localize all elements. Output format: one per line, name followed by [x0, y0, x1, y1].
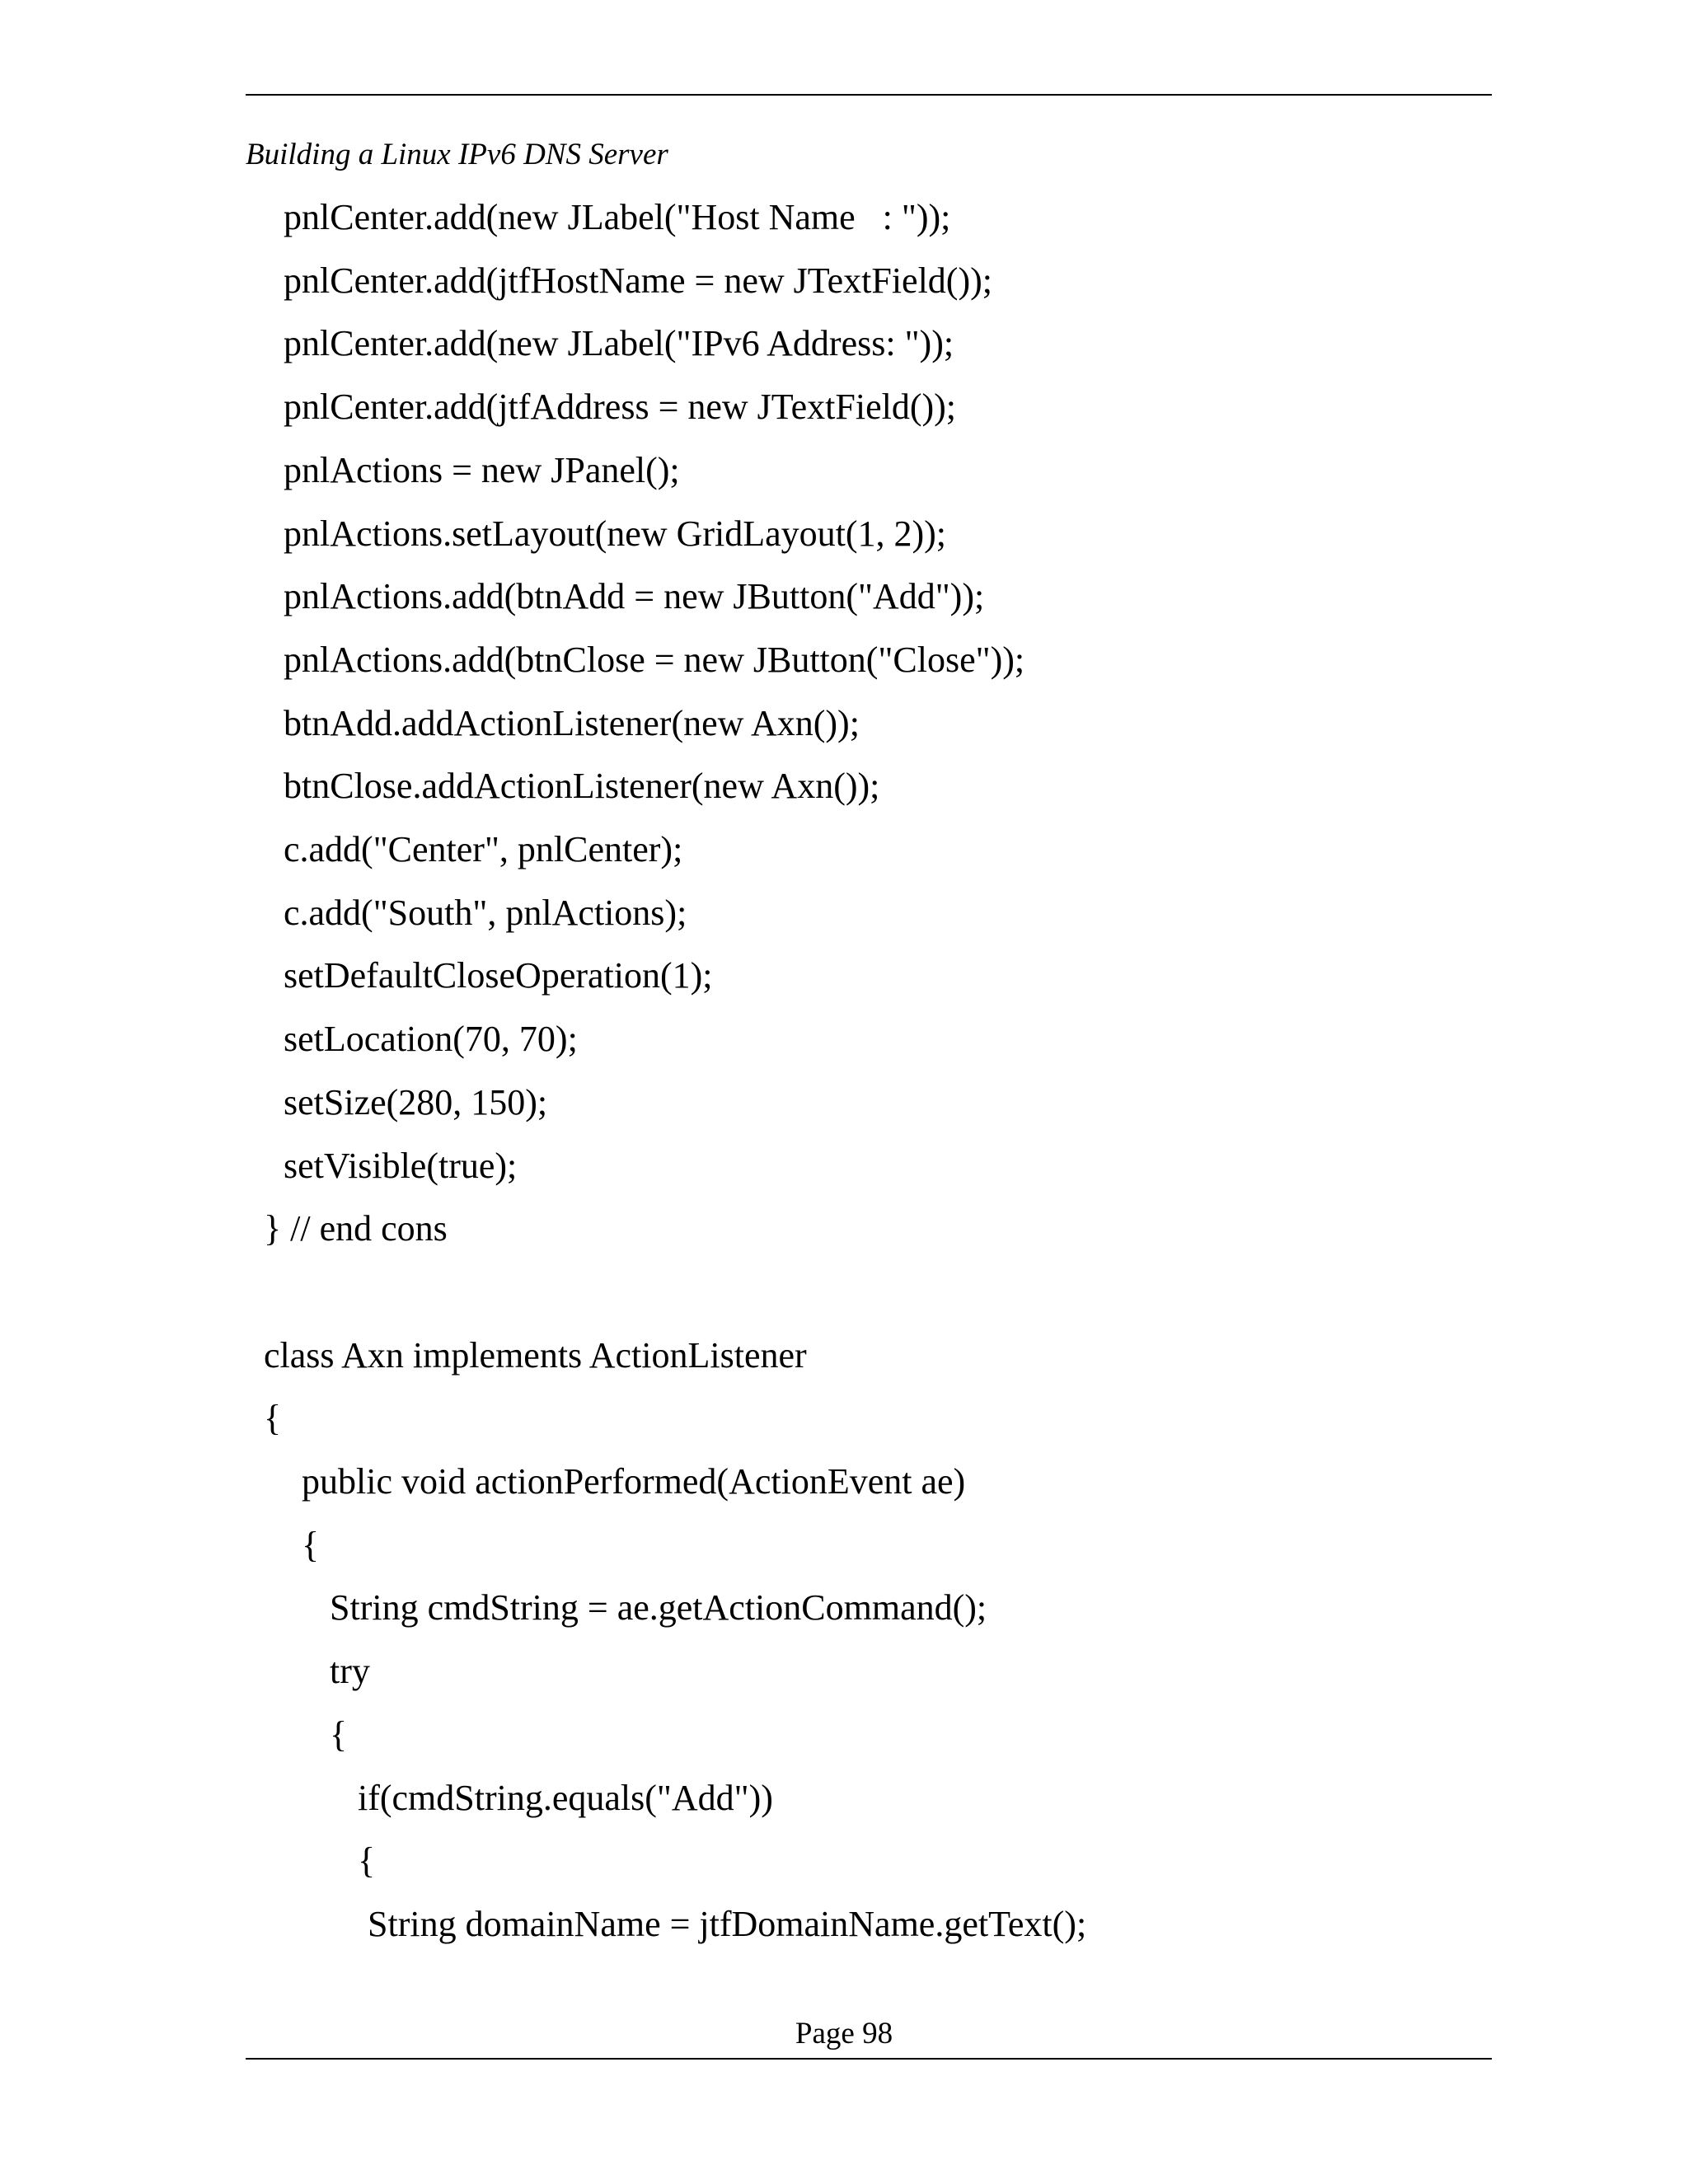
code-line: String cmdString = ae.getActionCommand();	[330, 1587, 987, 1628]
code-line: c.add("Center", pnlCenter);	[284, 829, 683, 869]
code-line: public void actionPerformed(ActionEvent ae)	[302, 1461, 966, 1502]
code-line: try	[330, 1651, 370, 1691]
footer-rule	[246, 2058, 1492, 2060]
code-line: if(cmdString.equals("Add"))	[358, 1778, 773, 1818]
code-line: btnClose.addActionListener(new Axn());	[284, 766, 880, 806]
code-line: String domainName = jtfDomainName.getText();	[368, 1904, 1087, 1944]
code-line: setSize(280, 150);	[284, 1082, 548, 1122]
code-line: } // end cons	[264, 1208, 448, 1249]
code-line: setDefaultCloseOperation(1);	[284, 955, 713, 996]
code-line: setLocation(70, 70);	[284, 1019, 578, 1059]
code-line: class Axn implements ActionListener	[264, 1335, 807, 1376]
code-line: c.add("South", pnlActions);	[284, 893, 687, 933]
code-line: pnlActions.add(btnAdd = new JButton("Add"));	[284, 576, 985, 616]
running-header-title: Building a Linux IPv6 DNS Server	[246, 138, 668, 171]
code-line: pnlCenter.add(new JLabel("Host Name : "));	[284, 197, 951, 237]
code-line: {	[302, 1525, 320, 1565]
code-line: setVisible(true);	[284, 1146, 518, 1186]
code-line: {	[330, 1714, 348, 1755]
code-line: pnlActions.add(btnClose = new JButton("Close"));	[284, 640, 1025, 680]
code-line: pnlActions = new JPanel();	[284, 450, 680, 490]
code-line: pnlCenter.add(jtfHostName = new JTextField());	[284, 260, 992, 301]
code-line: {	[264, 1398, 282, 1438]
page-number: Page 98	[795, 2017, 893, 2050]
code-line: pnlActions.setLayout(new GridLayout(1, 2));	[284, 513, 947, 554]
code-line: {	[358, 1840, 376, 1881]
code-line: pnlCenter.add(jtfAddress = new JTextField());	[284, 387, 956, 427]
code-line: btnAdd.addActionListener(new Axn());	[284, 703, 860, 743]
code-line: pnlCenter.add(new JLabel("IPv6 Address: "));	[284, 323, 954, 363]
